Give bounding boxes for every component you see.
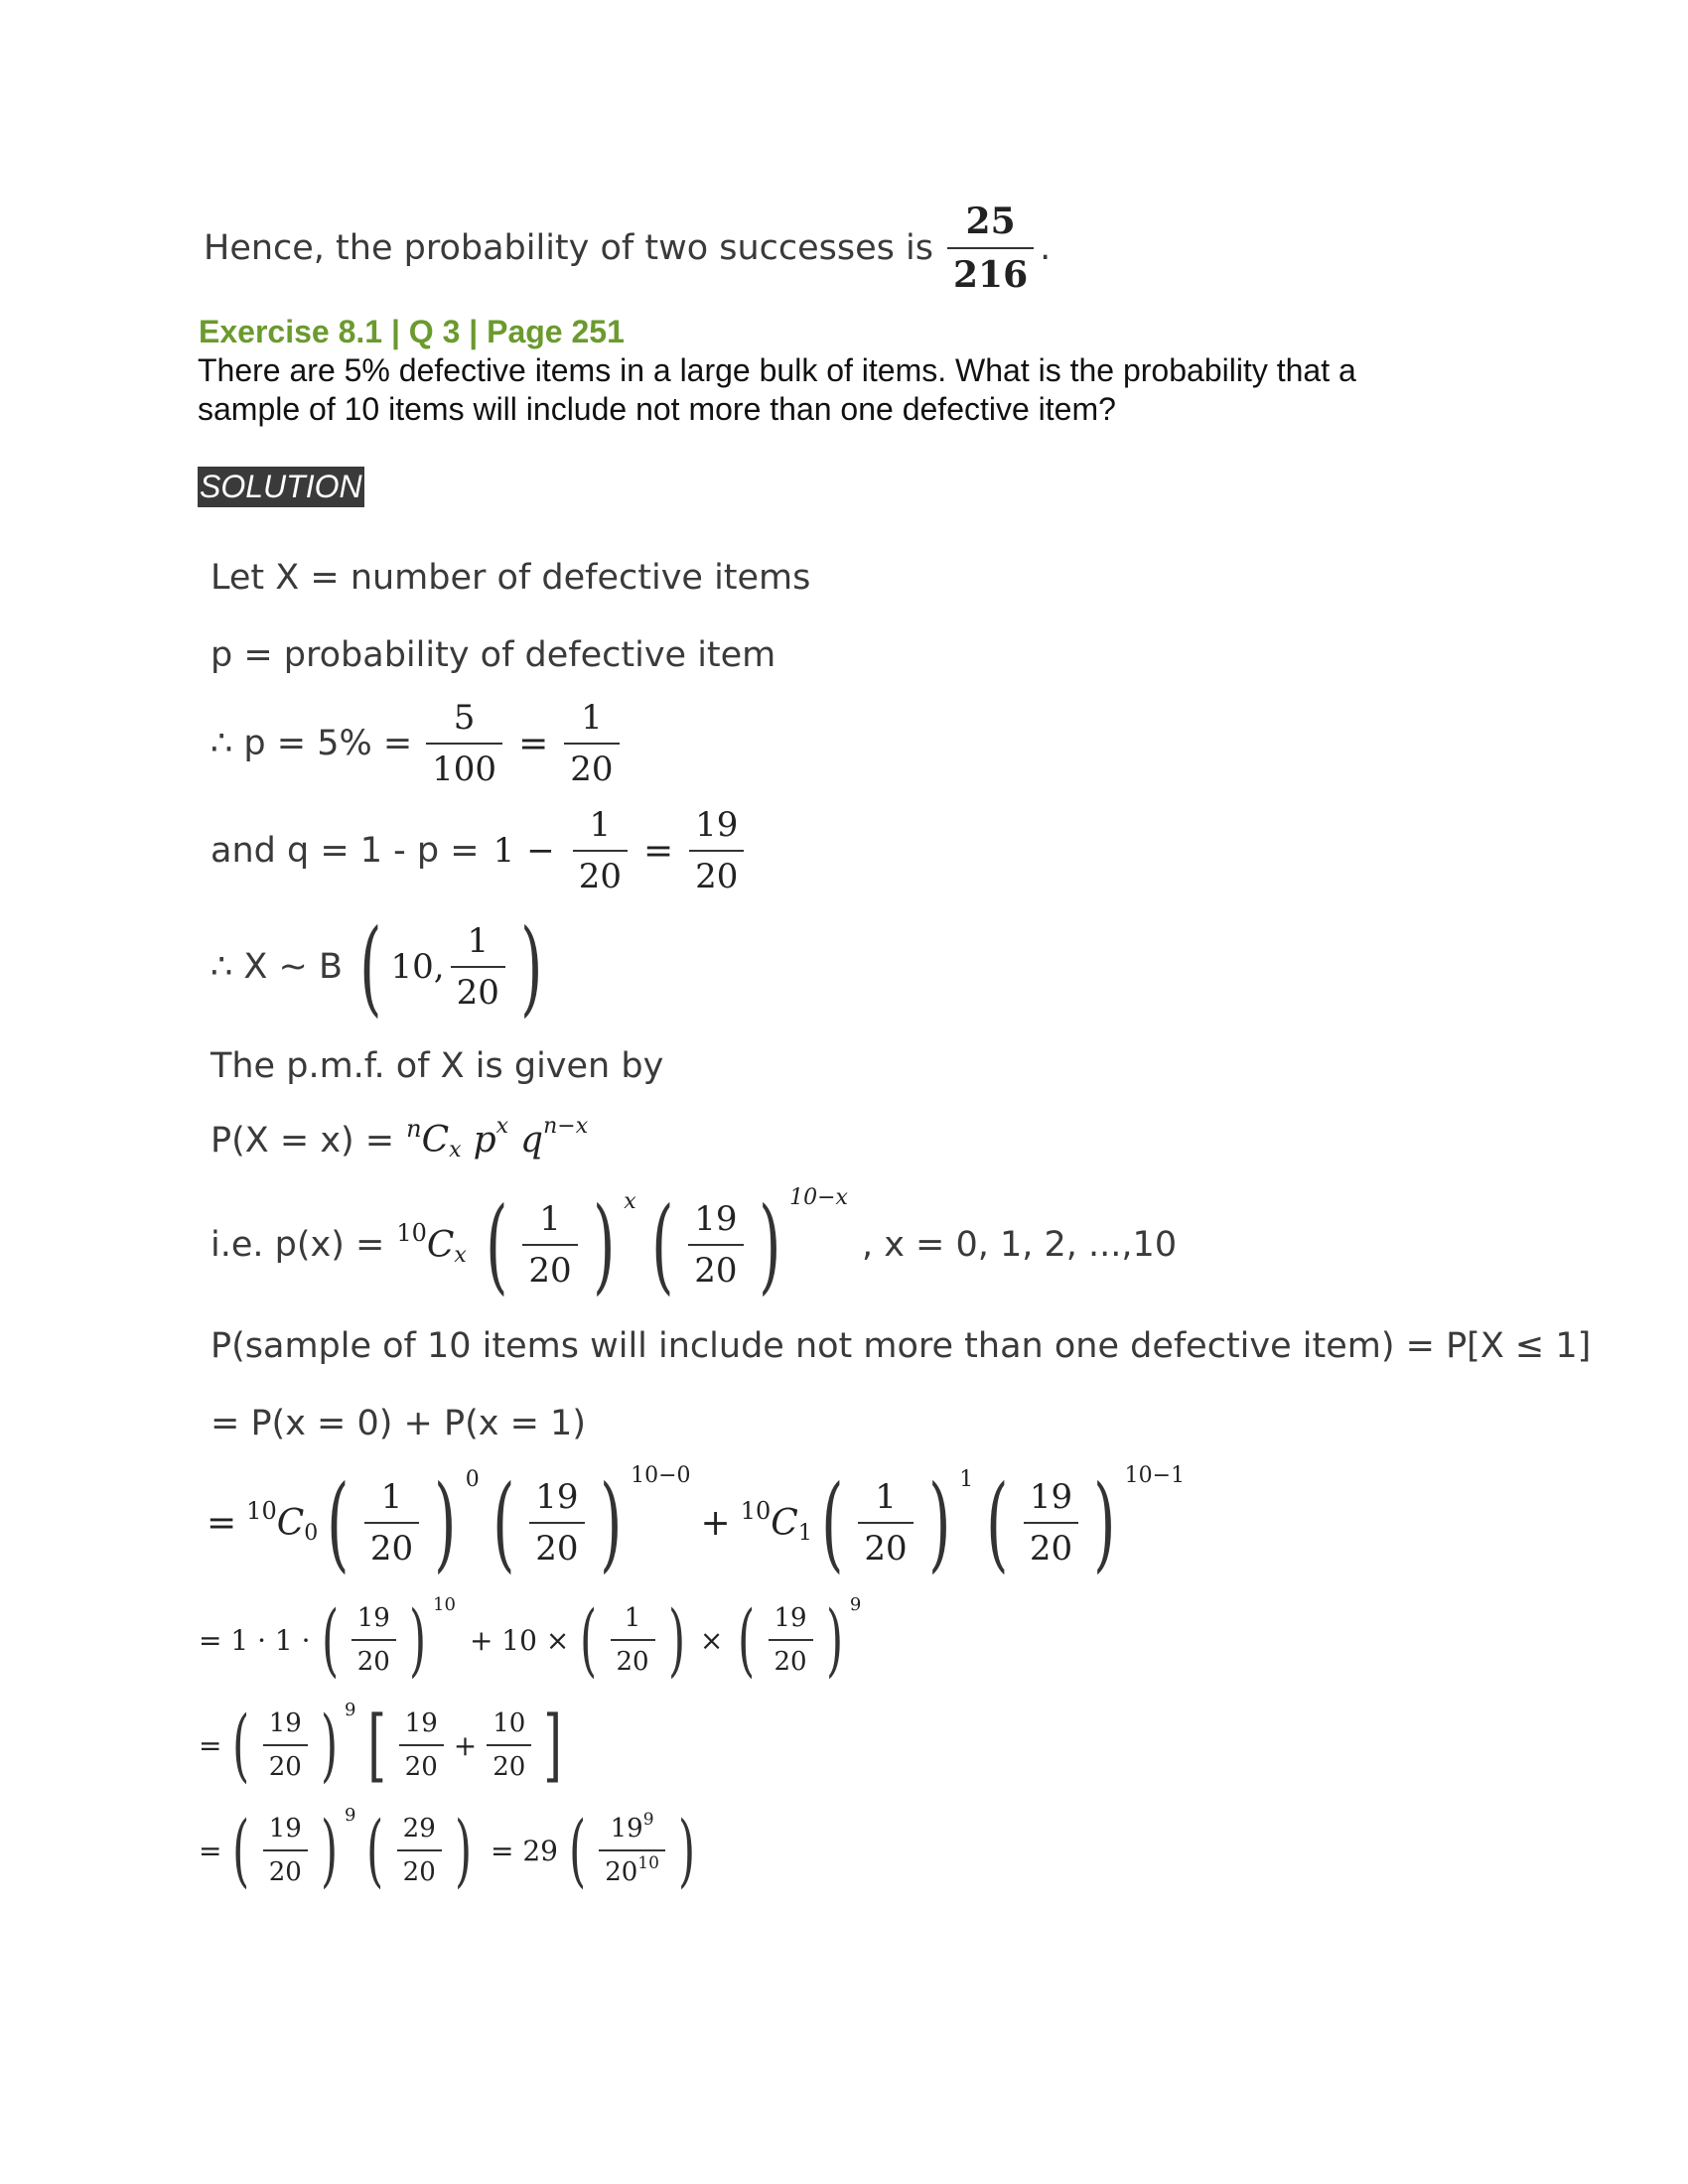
expansion-line-4: = ( $\frac{19}{20}$ ) 9 ( $\frac{29}{20}$ ) = 29 ( $\frac{19^9}{20^{10}}$ ) [199, 1804, 696, 1896]
p-definition-line: p = probability of defective item [211, 635, 776, 675]
fraction-19-20: $\frac{19}{20}$ [529, 1480, 584, 1566]
fraction-19-20: $\frac{19}{20}$ [263, 1710, 308, 1780]
sum-line: = P(x = 0) + P(x = 1) [211, 1404, 586, 1443]
pmf-formula-line: P(X = x) = n C x p x q n−x [211, 1114, 589, 1162]
pmf-specific-line: i.e. p(x) = 10 C x ( $\frac{1}{20}$ ) x ( $\frac{19}{20}$ ) 10−x , x = 0, 1, 2, ...,10 [211, 1184, 1178, 1305]
pmf-intro-line: The p.m.f. of X is given by [211, 1046, 664, 1086]
exercise-heading[interactable]: Exercise 8.1 | Q 3 | Page 251 [199, 314, 625, 349]
fraction-1-20: $\frac{1}{20}$ [858, 1480, 913, 1566]
probability-statement-line: P(sample of 10 items will include not more than one defective item) = P[X ≤ 1] [211, 1326, 1592, 1366]
question-text: There are 5% defective items in a large bulk of items. What is the probability that a sample of 10 items will include not more than one defective item? [198, 352, 1356, 427]
fraction-19-20: $\frac{19}{20}$ [263, 1816, 308, 1885]
expansion-line-1: = 10 C 0 ( $\frac{1}{20}$ ) 0 ( $\frac{19}{20}$ ) 10−0 + 10 C 1 ( $\frac{1}{20}$ ) 1 ( $\frac{19}{20}$ ) 10−1 [207, 1462, 1186, 1583]
fraction-19pow9-20pow10: $\frac{19^9}{20^{10}}$ [599, 1816, 665, 1885]
hence-line: Hence, the probability of two successes is $\frac{25}{216}$ . [204, 201, 1052, 296]
expansion-line-2: = 1 · 1 · ( $\frac{19}{20}$ ) 10 + 10 × ( $\frac{1}{20}$ ) × ( $\frac{19}{20}$ ) 9 [199, 1593, 862, 1686]
solution-label: SOLUTION [198, 467, 364, 507]
q-value-line: and q = 1 - p = 1 − $\frac{1}{20}$ = $\frac{19}{20}$ [211, 808, 750, 893]
fraction-19-20: $\frac{19}{20}$ [689, 808, 744, 893]
fraction-1-20: $\frac{1}{20}$ [564, 701, 619, 786]
fraction-1-20: $\frac{1}{20}$ [522, 1202, 577, 1288]
fraction-5-100: $\frac{5}{100}$ [426, 701, 502, 786]
fraction-25-216: $\frac{25}{216}$ [947, 204, 1034, 293]
hence-text: Hence, the probability of two successes is [204, 228, 933, 268]
let-x-line: Let X = number of defective items [211, 558, 811, 598]
fraction-19-20: $\frac{19}{20}$ [688, 1202, 743, 1288]
expansion-line-3: = ( $\frac{19}{20}$ ) 9 [ $\frac{19}{20}$ + $\frac{10}{20}$ ] [199, 1699, 563, 1791]
fraction-19-20: $\frac{19}{20}$ [769, 1605, 813, 1675]
fraction-1-20: $\frac{1}{20}$ [573, 808, 628, 893]
fraction-1-20: $\frac{1}{20}$ [451, 924, 505, 1010]
fraction-19-20: $\frac{19}{20}$ [399, 1710, 444, 1780]
fraction-1-20: $\frac{1}{20}$ [611, 1605, 655, 1675]
fraction-10-20: $\frac{10}{20}$ [487, 1710, 531, 1780]
fraction-1-20: $\frac{1}{20}$ [364, 1480, 419, 1566]
binomial-line: ∴ X ~ B ( 10, $\frac{1}{20}$ ) [211, 906, 543, 1027]
fraction-19-20: $\frac{19}{20}$ [352, 1605, 396, 1675]
p-value-line: ∴ p = 5% = $\frac{5}{100}$ = $\frac{1}{20}$ [211, 701, 626, 786]
fraction-19-20: $\frac{19}{20}$ [1024, 1480, 1078, 1566]
fraction-29-20: $\frac{29}{20}$ [397, 1816, 442, 1885]
